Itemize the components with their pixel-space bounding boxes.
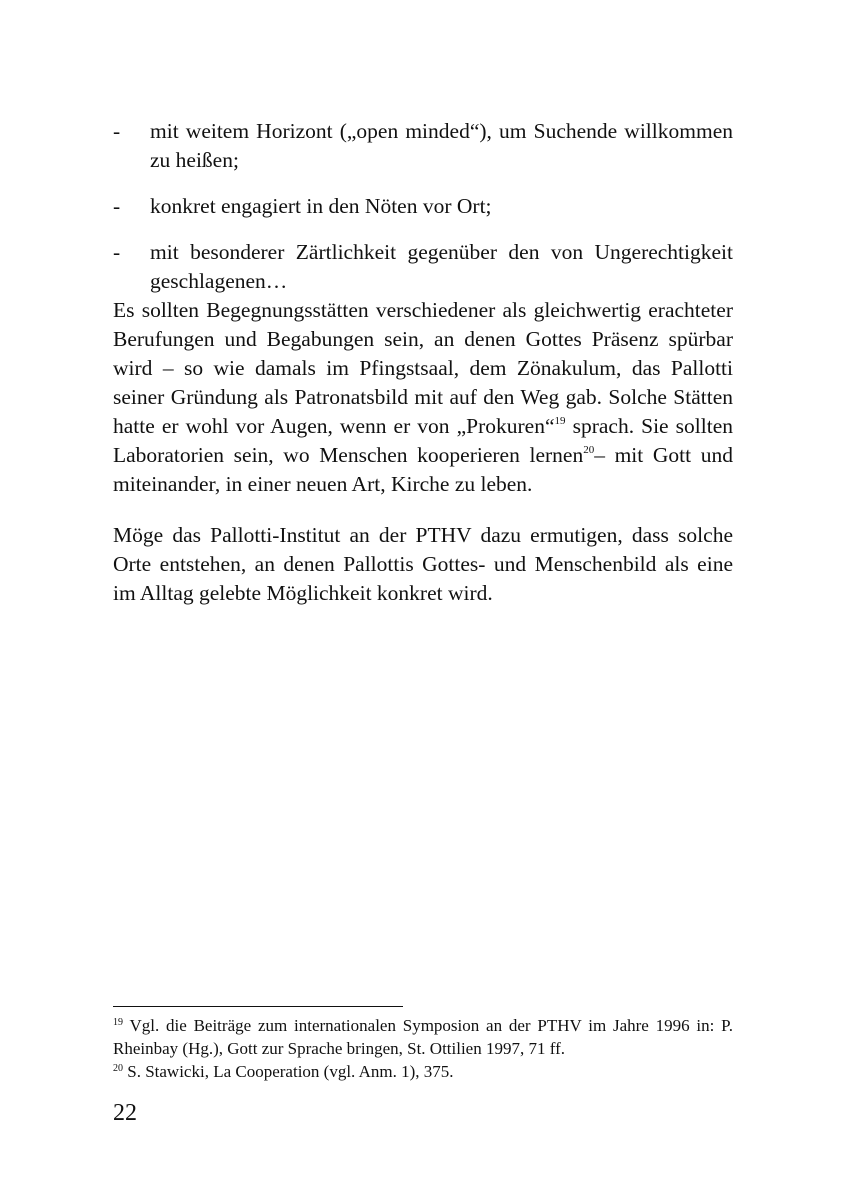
list-marker: - (113, 240, 121, 264)
footnote (113, 1014, 733, 1060)
paragraph-text: sprach. Sie sollten Laboratorien sein, wo Menschen kooperieren lernen (113, 414, 733, 467)
list-marker: - (113, 194, 121, 218)
list-item-text: konkret engagiert in den Nöten vor Ort; (150, 194, 492, 218)
list-item-text: mit weitem Horizont („open minded“), um Suchende willkommen zu heißen; (150, 119, 733, 172)
footnote-text: S. Stawicki, La Cooperation (vgl. Anm. 1), 375. (123, 1062, 454, 1081)
footnote-ref[interactable]: 20 (583, 444, 595, 456)
footnote-ref[interactable]: 19 (554, 415, 566, 427)
list-marker: - (113, 119, 121, 143)
paragraph-text: – mit Gott und miteinander, in einer neuen Art, Kirche zu leben. (113, 443, 733, 496)
footnote-number: 20 (113, 1063, 123, 1074)
body-paragraph: Möge das Pallotti-Institut an der PTHV dazu ermutigen, dass solche Orte entstehen, an denen Pallottis Gottes- und Menschenbild als eine im Alltag gelebte Möglichkeit konkret wird. (113, 523, 733, 605)
footnote-text: Vgl. die Beiträge zum internationalen Symposion an der PTHV im Jahre 1996 in: P. Rheinbay (Hg.), Gott zur Sprache bringen, St. Ottilien 1997, 71 ff. (113, 1016, 733, 1058)
body-paragraph (113, 296, 733, 499)
list-item (113, 238, 733, 296)
footnote-number: 19 (113, 1017, 123, 1028)
footnotes (113, 1014, 733, 1083)
list-item (113, 192, 733, 221)
list-item (113, 117, 733, 175)
footnote (113, 1060, 733, 1083)
paragraph-text: Es sollten Begegnungsstätten verschiedener als gleichwertig erachteter Berufungen und Begabungen sein, an denen Gottes Präsenz spürbar wird – so wie damals im Pfingstsaal, dem Zönakulum, das Pallotti seiner Gründung als Patronatsbild mit auf den Weg gab. Solche Stätten hatte er wohl vor Augen, wenn er von „Prokuren“ (113, 298, 733, 438)
list-item-text: mit besonderer Zärtlichkeit gegenüber den von Ungerechtigkeit geschlagenen… (150, 240, 733, 293)
bullet-list (113, 117, 733, 313)
footnote-divider (113, 1006, 403, 1007)
page-number: 22 (113, 1100, 137, 1126)
